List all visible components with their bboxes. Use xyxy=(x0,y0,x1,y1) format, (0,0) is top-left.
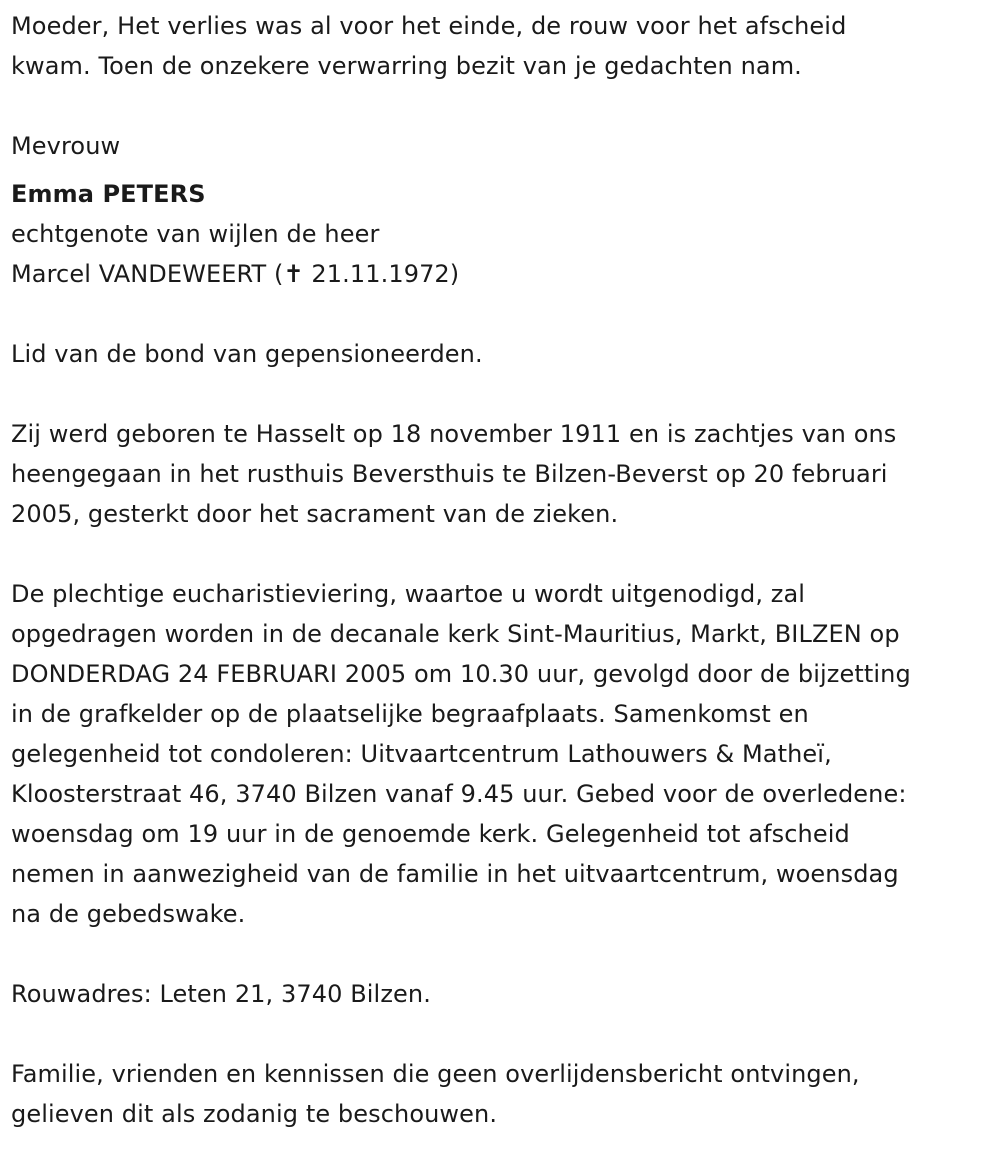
motto-paragraph xyxy=(11,6,988,86)
birth-death-line: heengegaan in het rusthuis Beversthuis te Bilzen-Beverst op 20 februari xyxy=(11,460,888,488)
ceremony-line: woensdag om 19 uur in de genoemde kerk. Gelegenheid tot afscheid xyxy=(11,820,850,848)
ceremony-line: gelegenheid tot condoleren: Uitvaartcentrum Lathouwers & Matheï, xyxy=(11,740,832,768)
ceremony-line: Kloosterstraat 46, 3740 Bilzen vanaf 9.45 uur. Gebed voor de overledene: xyxy=(11,780,907,808)
ceremony-line: opgedragen worden in de decanale kerk Sint-Mauritius, Markt, BILZEN op xyxy=(11,620,900,648)
ceremony-line: DONDERDAG 24 FEBRUARI 2005 om 10.30 uur, gevolgd door de bijzetting xyxy=(11,660,911,688)
deceased-relation: echtgenote van wijlen de heer xyxy=(11,220,380,248)
ceremony-line: nemen in aanwezigheid van de familie in het uitvaartcentrum, woensdag xyxy=(11,860,899,888)
mourning-address: Rouwadres: Leten 21, 3740 Bilzen. xyxy=(11,980,431,1008)
birth-death-paragraph xyxy=(11,414,988,534)
motto-line: kwam. Toen de onzekere verwarring bezit van je gedachten nam. xyxy=(11,52,802,80)
closing-line: gelieven dit als zodanig te beschouwen. xyxy=(11,1100,498,1128)
deceased-name: Emma PETERS xyxy=(11,180,206,208)
ceremony-paragraph xyxy=(11,574,988,934)
ceremony-line: na de gebedswake. xyxy=(11,900,246,928)
address-paragraph xyxy=(11,974,988,1014)
ceremony-line: in de grafkelder op de plaatselijke begraafplaats. Samenkomst en xyxy=(11,700,809,728)
birth-death-line: Zij werd geboren te Hasselt op 18 november 1911 en is zachtjes van ons xyxy=(11,420,897,448)
deceased-title: Mevrouw xyxy=(11,132,121,160)
membership-paragraph xyxy=(11,334,988,374)
spouse-name: Marcel VANDEWEERT (✝ 21.11.1972) xyxy=(11,260,460,288)
closing-line: Familie, vrienden en kennissen die geen overlijdensbericht ontvingen, xyxy=(11,1060,860,1088)
closing-paragraph xyxy=(11,1054,988,1134)
birth-death-line: 2005, gesterkt door het sacrament van de zieken. xyxy=(11,500,619,528)
membership-text: Lid van de bond van gepensioneerden. xyxy=(11,340,483,368)
motto-line: Moeder, Het verlies was al voor het einde, de rouw voor het afscheid xyxy=(11,12,847,40)
ceremony-line: De plechtige eucharistieviering, waartoe u wordt uitgenodigd, zal xyxy=(11,580,806,608)
deceased-block xyxy=(11,126,988,294)
